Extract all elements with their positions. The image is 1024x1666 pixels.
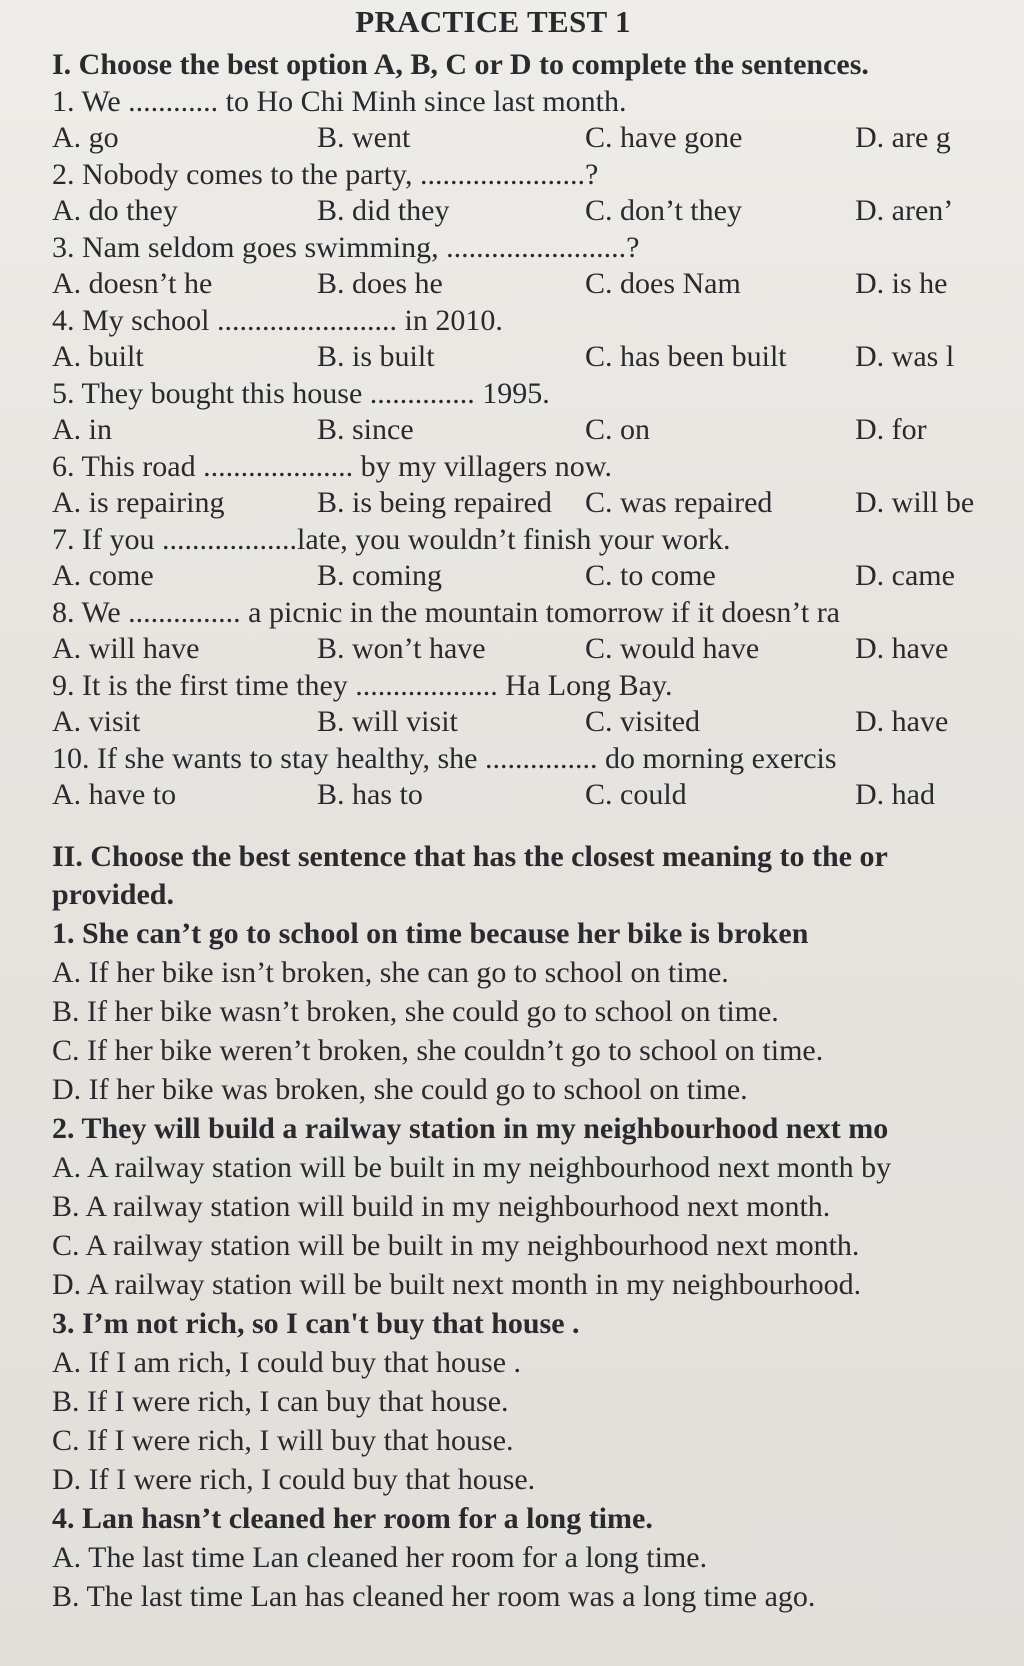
- rewrite-question-1-stem: 1. She can’t go to school on time because her bike is broken: [52, 917, 809, 950]
- question-10-stem: 10. If she wants to stay healthy, she ............... do morning exercis: [52, 742, 837, 775]
- rewrite-option: A. If I am rich, I could buy that house .: [52, 1346, 522, 1379]
- question-5-options: [52, 412, 1004, 448]
- option-c: C. on: [585, 413, 651, 446]
- rewrite-option: A. If her bike isn’t broken, she can go to school on time.: [52, 956, 729, 989]
- section-divider-space: [52, 814, 1004, 838]
- option-b: B. is built: [317, 340, 435, 373]
- question-8-stem: 8. We ............... a picnic in the mountain tomorrow if it doesn’t ra: [52, 596, 840, 629]
- question-3-stem: 3. Nam seldom goes swimming, ........................?: [52, 231, 640, 264]
- option-d: D. was l: [855, 340, 955, 373]
- option-a: A. will have: [52, 632, 200, 665]
- option-b: B. has to: [317, 778, 423, 811]
- option-b: B. since: [317, 413, 414, 446]
- option-d: D. have: [855, 705, 949, 738]
- option-a: A. is repairing: [52, 486, 225, 519]
- rewrite-option: A. The last time Lan cleaned her room for a long time.: [52, 1541, 708, 1574]
- question-9-options: [52, 704, 1004, 740]
- option-c: C. don’t they: [585, 194, 742, 227]
- option-b: B. did they: [317, 194, 450, 227]
- rewrite-question-3-stem: 3. I’m not rich, so I can't buy that house .: [52, 1307, 580, 1340]
- rewrite-option: C. A railway station will be built in my neighbourhood next month.: [52, 1229, 860, 1262]
- section-2-heading: [52, 838, 1004, 914]
- question-7-stem: 7. If you ..................late, you wouldn’t finish your work.: [52, 523, 731, 556]
- option-d: D. are g: [855, 121, 951, 154]
- option-c: C. does Nam: [585, 267, 741, 300]
- option-a: A. do they: [52, 194, 178, 227]
- option-b: B. went: [317, 121, 411, 154]
- option-d: D. have: [855, 632, 949, 665]
- section-1-heading: I. Choose the best option A, B, C or D to complete the sentences.: [52, 48, 869, 81]
- rewrite-option: D. If I were rich, I could buy that house.: [52, 1463, 536, 1496]
- option-c: C. could: [585, 778, 687, 811]
- option-c: C. have gone: [585, 121, 743, 154]
- question-9-stem: 9. It is the first time they ................... Ha Long Bay.: [52, 669, 673, 702]
- rewrite-question-2-stem: 2. They will build a railway station in my neighbourhood next mo: [52, 1112, 889, 1145]
- option-c: C. was repaired: [585, 486, 773, 519]
- option-c: C. has been built: [585, 340, 787, 373]
- question-4-stem: 4. My school ........................ in 2010.: [52, 304, 503, 337]
- rewrite-question-4-stem: 4. Lan hasn’t cleaned her room for a long time.: [52, 1502, 653, 1535]
- rewrite-option: B. The last time Lan has cleaned her room was a long time ago.: [52, 1580, 816, 1613]
- option-d: D. came: [855, 559, 955, 592]
- option-b: B. does he: [317, 267, 443, 300]
- section-2-heading-line2: provided.: [52, 878, 174, 911]
- option-a: A. visit: [52, 705, 141, 738]
- rewrite-option: C. If I were rich, I will buy that house.: [52, 1424, 514, 1457]
- option-a: A. go: [52, 121, 119, 154]
- rewrite-option: C. If her bike weren’t broken, she couldn’t go to school on time.: [52, 1034, 824, 1067]
- section-2-heading-line1: II. Choose the best sentence that has the closest meaning to the or: [52, 840, 888, 873]
- question-3-options: [52, 266, 1004, 302]
- option-c: C. to come: [585, 559, 716, 592]
- option-a: A. built: [52, 340, 144, 373]
- section-2-questions: [52, 914, 1004, 1616]
- rewrite-option: D. If her bike was broken, she could go to school on time.: [52, 1073, 748, 1106]
- rewrite-option: B. If I were rich, I can buy that house.: [52, 1385, 509, 1418]
- option-a: A. have to: [52, 778, 177, 811]
- option-b: B. coming: [317, 559, 442, 592]
- option-a: A. in: [52, 413, 112, 446]
- question-6-options: [52, 485, 1004, 521]
- option-b: B. will visit: [317, 705, 458, 738]
- rewrite-option: B. A railway station will build in my neighbourhood next month.: [52, 1190, 831, 1223]
- question-7-options: [52, 558, 1004, 594]
- question-6-stem: 6. This road .................... by my villagers now.: [52, 450, 612, 483]
- question-2-options: [52, 193, 1004, 229]
- question-5-stem: 5. They bought this house .............. 1995.: [52, 377, 550, 410]
- option-c: C. visited: [585, 705, 701, 738]
- option-d: D. is he: [855, 267, 948, 300]
- option-d: D. will be: [855, 486, 975, 519]
- section-1-questions: [52, 84, 1004, 813]
- option-b: B. is being repaired: [317, 486, 552, 519]
- option-c: C. would have: [585, 632, 760, 665]
- rewrite-option: D. A railway station will be built next month in my neighbourhood.: [52, 1268, 862, 1301]
- option-d: D. had: [855, 778, 935, 811]
- option-d: D. for: [855, 413, 927, 446]
- question-2-stem: 2. Nobody comes to the party, ......................?: [52, 158, 599, 191]
- option-b: B. won’t have: [317, 632, 486, 665]
- rewrite-option: A. A railway station will be built in my neighbourhood next month by: [52, 1151, 892, 1184]
- option-a: A. come: [52, 559, 154, 592]
- option-a: A. doesn’t he: [52, 267, 213, 300]
- question-4-options: [52, 339, 1004, 375]
- rewrite-option: B. If her bike wasn’t broken, she could go to school on time.: [52, 995, 779, 1028]
- question-1-options: [52, 120, 1004, 156]
- question-1-stem: 1. We ............ to Ho Chi Minh since last month.: [52, 85, 627, 118]
- question-8-options: [52, 631, 1004, 667]
- option-d: D. aren’: [855, 194, 954, 227]
- question-10-options: [52, 777, 1004, 813]
- page-title: PRACTICE TEST 1: [355, 4, 631, 39]
